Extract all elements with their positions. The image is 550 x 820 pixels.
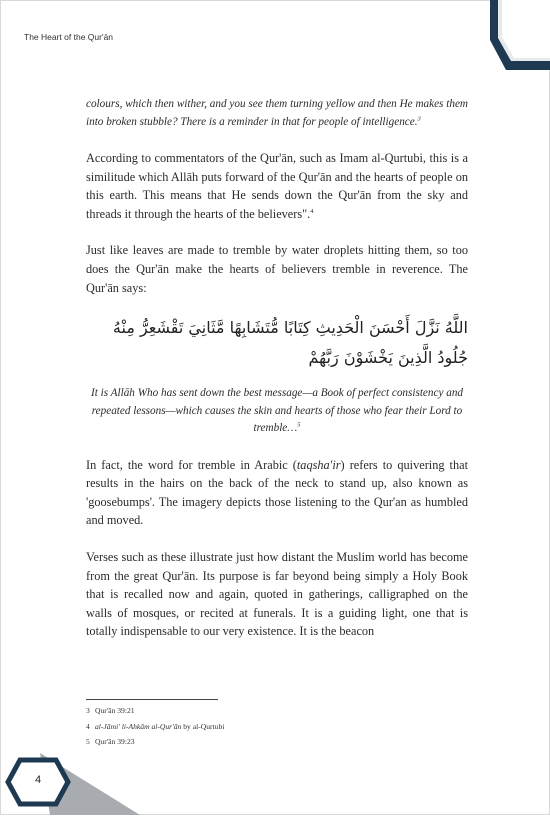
footnote-ref: 3: [417, 114, 421, 122]
footnote-item: 5 Qur'ān 39:23: [86, 737, 135, 746]
footnote-item: 3 Qur'ān 39:21: [86, 706, 135, 715]
paragraph-leaves: Just like leaves are made to tremble by water droplets hitting them, so too does the Qur'ān make the hearts of believers tremble in reverence. The Qur'ān says:: [86, 243, 468, 295]
footnote-ref: 4: [310, 207, 314, 215]
paragraph-commentary: According to commentators of the Qur'ān, such as Imam al-Qurtubi, this is a similitude which Allāh puts forward of the Qur'ān and the hearts of people on this earth. This means that He sends down the Qur'ān from the sky and threads it through the hearts of the believers".$^4$: [86, 151, 468, 221]
footnote-ref: 5: [297, 421, 301, 429]
page-number: 4: [34, 774, 42, 786]
verse-continuation: colours, which then wither, and you see them turning yellow and then He makes them into broken stubble? There is a reminder in that for people of intelligence.$^3$: [86, 98, 468, 128]
main-text: [86, 96, 468, 641]
footnotes: [86, 703, 468, 750]
footnote-item: 4 al-Jāmi' li-Ahkām al-Qur'ān by al-Qurtubi: [86, 721, 225, 731]
page-number-badge: [0, 738, 140, 815]
running-header: The Heart of the Qur'ān: [24, 32, 114, 42]
page-number-decoration: [0, 738, 140, 815]
paragraph-tremble: In fact, the word for tremble in Arabic (taqsha'ir) refers to quivering that results in the hairs on the back of the neck to stand up, also known as 'goosebumps'. The imagery depicts those listening to the Qur'an as humbled and moved.: [86, 457, 468, 528]
arabic-verse: اللَّهُ نَزَّلَ أَحْسَنَ الْحَدِيثِ كِتَابًا مُّتَشَابِهًا مَّثَانِيَ تَقْشَعِرُّ مِنْهُ جُلُودُ الَّذِينَ يَخْشَوْنَ رَبَّهُمْ: [112, 318, 468, 368]
arabic-term: taqsha'ir: [296, 457, 341, 472]
footnote-divider: [86, 699, 218, 700]
paragraph-distance: Verses such as these illustrate just how distant the Muslim world has become from the great Qur'ān. Its purpose is far beyond being simply a Holy Book that is recalled now and again, quoted in gatherings, calligraphed on the walls of mosques, or recited at funerals. It is a guiding light, one that is totally indispensable to our very existence. It is the beacon: [86, 550, 468, 639]
corner-tab-decoration: [490, 0, 550, 80]
verse-translation: It is Allāh Who has sent down the best message—a Book of perfect consistency and repeated lessons—which causes the skin and hearts of those who fear their Lord to tremble…$^5$: [90, 387, 464, 435]
